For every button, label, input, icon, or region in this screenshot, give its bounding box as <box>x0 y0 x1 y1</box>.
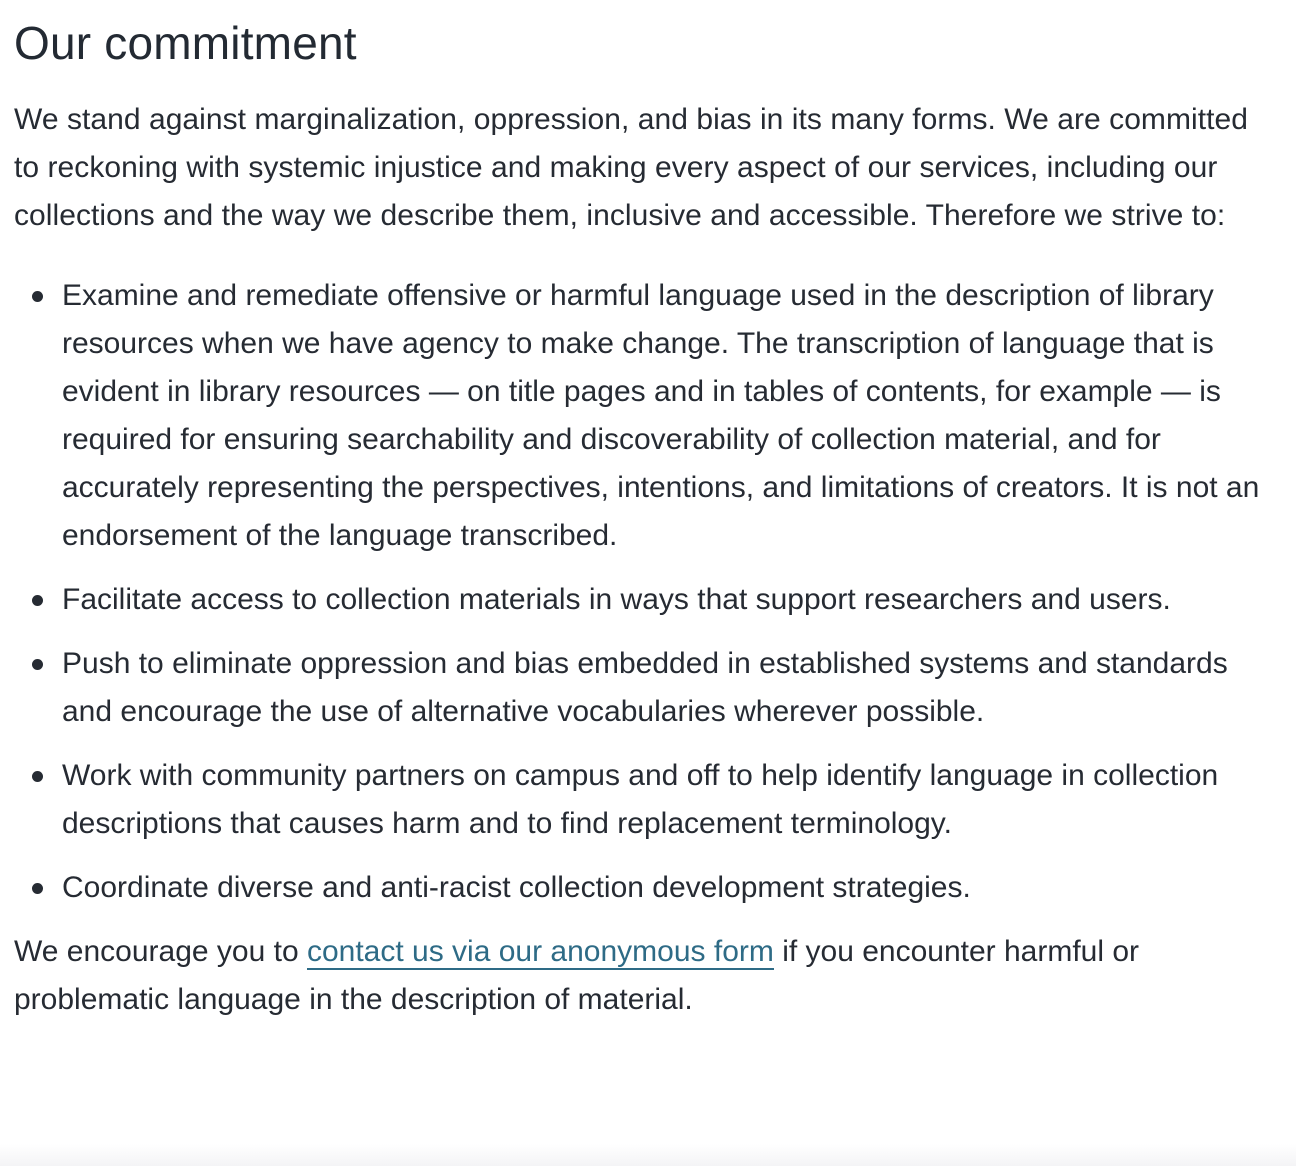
anonymous-form-link[interactable]: contact us via our anonymous form <box>306 935 774 968</box>
list-item-text: Coordinate diverse and anti-racist collection development strategies. <box>62 871 971 904</box>
intro-paragraph: We stand against marginalization, oppression, and bias in its many forms. We are committed to reckoning with systemic injustice and making every aspect of our services, including our collections and the way we describe them, inclusive and accessible. Therefore we strive to: <box>14 103 1248 232</box>
list-item-text: Facilitate access to collection materials in ways that support researchers and users. <box>62 583 1171 616</box>
commitment-section <box>14 0 1266 1024</box>
bullet-icon <box>32 883 43 894</box>
bullet-icon <box>32 291 43 302</box>
outro-text-after: if you encounter harmful or problematic language in the description of material. <box>14 935 1140 1016</box>
outro-paragraph <box>14 928 1266 1024</box>
bullet-icon <box>32 771 43 782</box>
list-item <box>62 752 1266 848</box>
commitment-list <box>14 272 1266 912</box>
list-item <box>62 272 1266 560</box>
bullet-icon <box>32 595 43 606</box>
bullet-icon <box>32 659 43 670</box>
page-title: Our commitment <box>14 17 357 69</box>
list-item-text: Examine and remediate offensive or harmful language used in the description of library resources when we have agency to make change. The transcription of language that is evident in library resources — on title pages and in tables of contents, for example — is required for ensuring searchability and discoverability of collection material, and for accurately representing the perspectives, intentions, and limitations of creators. It is not an endorsement of the language transcribed. <box>62 279 1260 552</box>
outro-text-before: We encourage you to <box>14 935 307 968</box>
bottom-edge-shadow <box>0 1144 1296 1166</box>
list-item-text: Work with community partners on campus and off to help identify language in collection descriptions that causes harm and to find replacement terminology. <box>62 759 1219 840</box>
list-item <box>62 864 1266 912</box>
list-item-text: Push to eliminate oppression and bias embedded in established systems and standards and encourage the use of alternative vocabularies wherever possible. <box>62 647 1228 728</box>
list-item <box>62 576 1266 624</box>
list-item <box>62 640 1266 736</box>
